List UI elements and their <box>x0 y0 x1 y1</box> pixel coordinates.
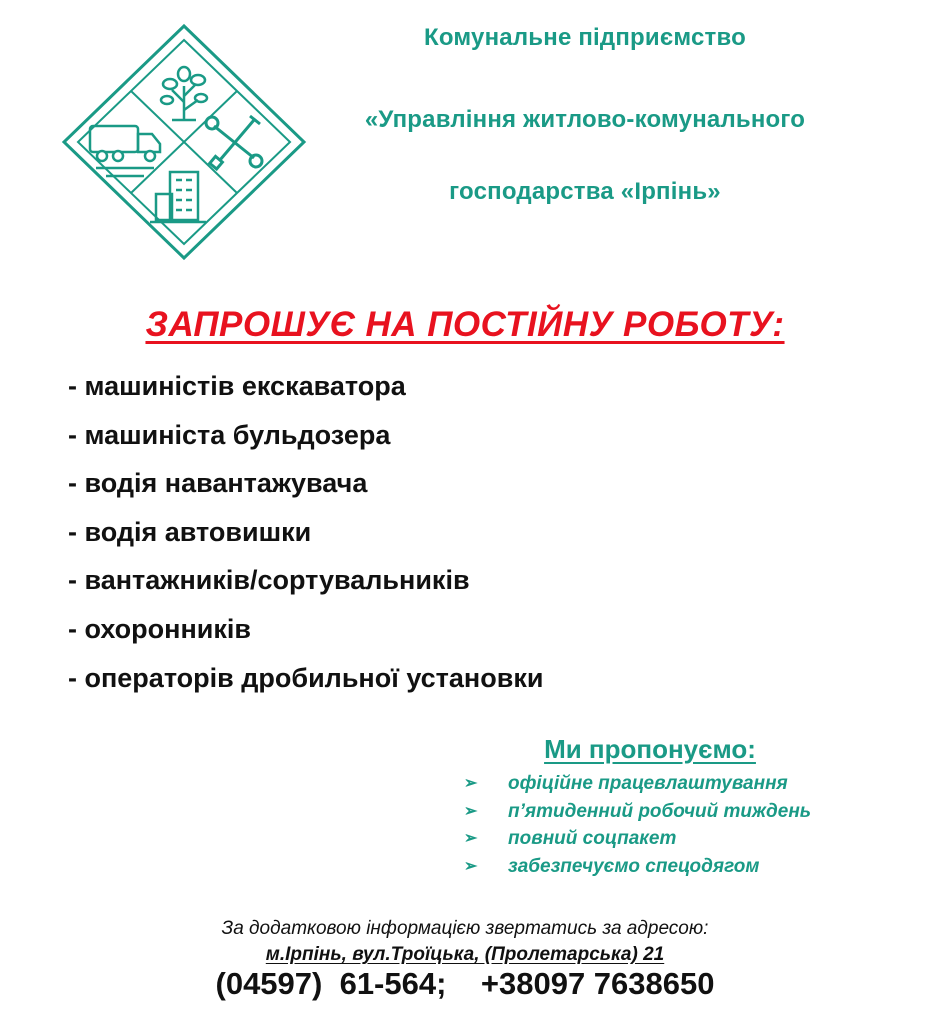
footer-address: м.Ірпінь, вул.Троїцька, (Пролетарська) 21 <box>265 944 665 965</box>
job-item: - охоронників <box>68 613 251 644</box>
invite-headline: ЗАПРОШУЄ НА ПОСТІЙНУ РОБОТУ: <box>145 305 785 344</box>
arrow-bullet-icon: ➢ <box>464 830 478 847</box>
organization-line-3: господарства «Ірпінь» <box>449 178 721 205</box>
arrow-bullet-icon: ➢ <box>464 802 478 820</box>
buildings-icon <box>150 172 206 222</box>
arrow-bullet-icon: ➢ <box>464 775 478 792</box>
tree-icon <box>161 67 207 120</box>
job-item: - операторів дробильної установки <box>68 662 544 693</box>
organization-line-2: «Управління житлово-комунального <box>364 106 806 133</box>
offer-item-text: повний соцпакет <box>508 828 677 849</box>
arrow-bullet-icon: ➢ <box>464 857 478 875</box>
job-item: - водія автовишки <box>68 516 312 547</box>
job-list <box>68 365 543 705</box>
offer-item-text: забезпечуємо спецодягом <box>508 855 760 877</box>
footer-phones: (04597) 61-564; +38097 7638650 <box>215 966 715 1001</box>
footer-info: За додатковою інформацією звертатись за адресою: <box>221 918 709 939</box>
offer-item <box>462 825 811 853</box>
job-item: - машиніста бульдозера <box>68 419 391 450</box>
job-item: - водія навантажувача <box>68 468 368 499</box>
offer-title: Ми пропонуємо: <box>544 734 756 764</box>
job-item: - вантажників/сортувальників <box>68 565 470 596</box>
offer-item-text: п’ятиденний робочий тиждень <box>508 800 812 822</box>
offer-item <box>462 770 811 798</box>
truck-icon <box>90 126 160 176</box>
company-logo <box>60 22 308 262</box>
job-item: - машиністів екскаватора <box>68 371 406 401</box>
offer-item-text: офіційне працевлаштування <box>508 773 788 794</box>
tools-icon <box>206 116 262 169</box>
offer-list <box>462 770 811 880</box>
organization-line-1: Комунальне підприємство <box>424 24 746 51</box>
offer-item <box>462 853 811 881</box>
offer-item <box>462 798 811 826</box>
